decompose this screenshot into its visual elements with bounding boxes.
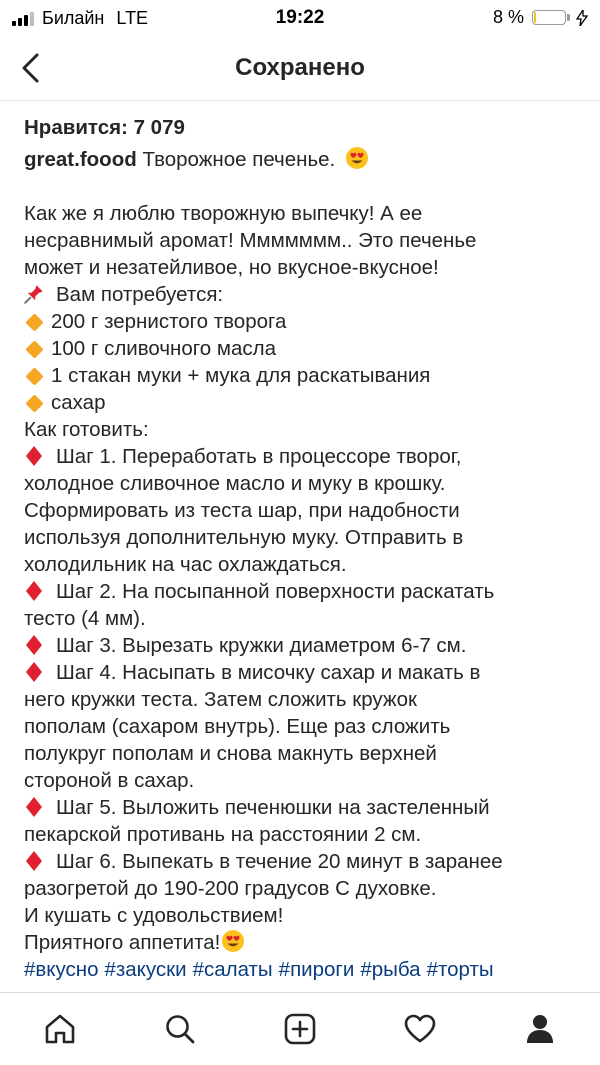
tab-profile[interactable] xyxy=(510,999,570,1059)
hashtags-line xyxy=(24,956,584,983)
page-title: Сохранено xyxy=(235,54,365,81)
caption-line: Как же я люблю творожную выпечку! А ее xyxy=(24,202,423,225)
step-continuation: разогретой до 190-200 градусов С духовке. xyxy=(24,877,437,900)
pushpin-emoji-icon xyxy=(24,284,44,304)
tab-home[interactable] xyxy=(30,999,90,1059)
step-item: Шаг 6. Выпекать в течение 20 минут в заранее xyxy=(24,848,584,875)
step-item: Шаг 5. Выложить печенюшки на застеленный xyxy=(24,794,584,821)
status-bar xyxy=(0,0,600,36)
ingredient-item: сахар xyxy=(24,389,584,416)
steps-list xyxy=(24,443,584,902)
heart-icon xyxy=(402,1011,438,1047)
how-to-label: Как готовить: xyxy=(24,418,149,441)
likes-count[interactable]: Нравится: 7 079 xyxy=(24,116,185,139)
needs-label: Вам потребуется: xyxy=(56,283,224,306)
orange-diamond-icon xyxy=(25,367,43,385)
step-continuation: полукруг пополам и снова макнуть верхней xyxy=(24,742,437,765)
nav-header xyxy=(0,36,600,101)
step-continuation: холодное сливочное масло и муку в крошку. xyxy=(24,472,446,495)
username-link[interactable]: great.foood xyxy=(24,148,137,171)
heart-eyes-emoji-icon xyxy=(345,146,369,170)
red-diamond-icon xyxy=(26,797,42,817)
carrier-name: Билайн xyxy=(42,8,105,28)
orange-diamond-icon xyxy=(25,340,43,358)
ingredient-item: 200 г зернистого творога xyxy=(24,308,584,335)
red-diamond-icon xyxy=(26,446,42,466)
bottom-tab-bar xyxy=(0,992,600,1065)
red-diamond-icon xyxy=(26,662,42,682)
step-item: Шаг 4. Насыпать в мисочку сахар и макать в xyxy=(24,659,584,686)
network-type: LTE xyxy=(116,8,149,28)
hashtag-link[interactable]: #торты xyxy=(426,958,494,981)
red-diamond-icon xyxy=(26,851,42,871)
closing-line: И кушать с удовольствием! xyxy=(24,904,284,927)
caption-line: может и незатейливое, но вкусное-вкусное! xyxy=(24,256,439,279)
step-continuation: пополам (сахаром внутрь). Еще раз сложить xyxy=(24,715,451,738)
battery-percent: 8 % xyxy=(492,7,524,27)
post-caption xyxy=(24,114,584,983)
step-item: Шаг 1. Переработать в процессоре творог, xyxy=(24,443,584,470)
hashtag-link[interactable]: #рыба xyxy=(360,958,421,981)
hashtag-link[interactable]: #вкусно xyxy=(24,958,99,981)
orange-diamond-icon xyxy=(25,394,43,412)
step-continuation: используя дополнительную муку. Отправить в xyxy=(24,526,464,549)
home-icon xyxy=(42,1011,78,1047)
charging-bolt-icon xyxy=(576,10,588,26)
step-continuation: холодильник на час охлаждаться. xyxy=(24,553,347,576)
red-diamond-icon xyxy=(26,581,42,601)
caption-header xyxy=(24,146,584,173)
step-continuation: тесто (4 мм). xyxy=(24,607,146,630)
heart-eyes-emoji-icon xyxy=(221,929,245,953)
battery-icon xyxy=(532,10,566,25)
closing-line-appetite: Приятного аппетита! xyxy=(24,929,584,956)
profile-icon xyxy=(522,1011,558,1047)
step-continuation: него кружки теста. Затем сложить кружок xyxy=(24,688,417,711)
ingredient-item: 1 стакан муки + мука для раскатывания xyxy=(24,362,584,389)
post-title: Творожное печенье. xyxy=(142,148,336,171)
step-continuation: стороной в сахар. xyxy=(24,769,195,792)
needs-label-line xyxy=(24,281,584,308)
step-item: Шаг 3. Вырезать кружки диаметром 6-7 см. xyxy=(24,632,584,659)
red-diamond-icon xyxy=(26,635,42,655)
tab-activity[interactable] xyxy=(390,999,450,1059)
status-right xyxy=(493,7,588,28)
ingredient-item: 100 г сливочного масла xyxy=(24,335,584,362)
tab-search[interactable] xyxy=(150,999,210,1059)
hashtag-link[interactable]: #пироги xyxy=(278,958,355,981)
caption-line: несравнимый аромат! Ммммммм.. Это печенье xyxy=(24,229,477,252)
orange-diamond-icon xyxy=(25,313,43,331)
add-post-icon xyxy=(282,1011,318,1047)
status-time: 19:22 xyxy=(275,7,325,28)
hashtag-link[interactable]: #салаты xyxy=(192,958,273,981)
hashtag-link[interactable]: #закуски xyxy=(104,958,187,981)
step-continuation: пекарской противань на расстоянии 2 см. xyxy=(24,823,422,846)
tab-add-post[interactable] xyxy=(270,999,330,1059)
search-icon xyxy=(162,1011,198,1047)
step-continuation: Сформировать из теста шар, при надобности xyxy=(24,499,460,522)
step-item: Шаг 2. На посыпанной поверхности раскатать xyxy=(24,578,584,605)
